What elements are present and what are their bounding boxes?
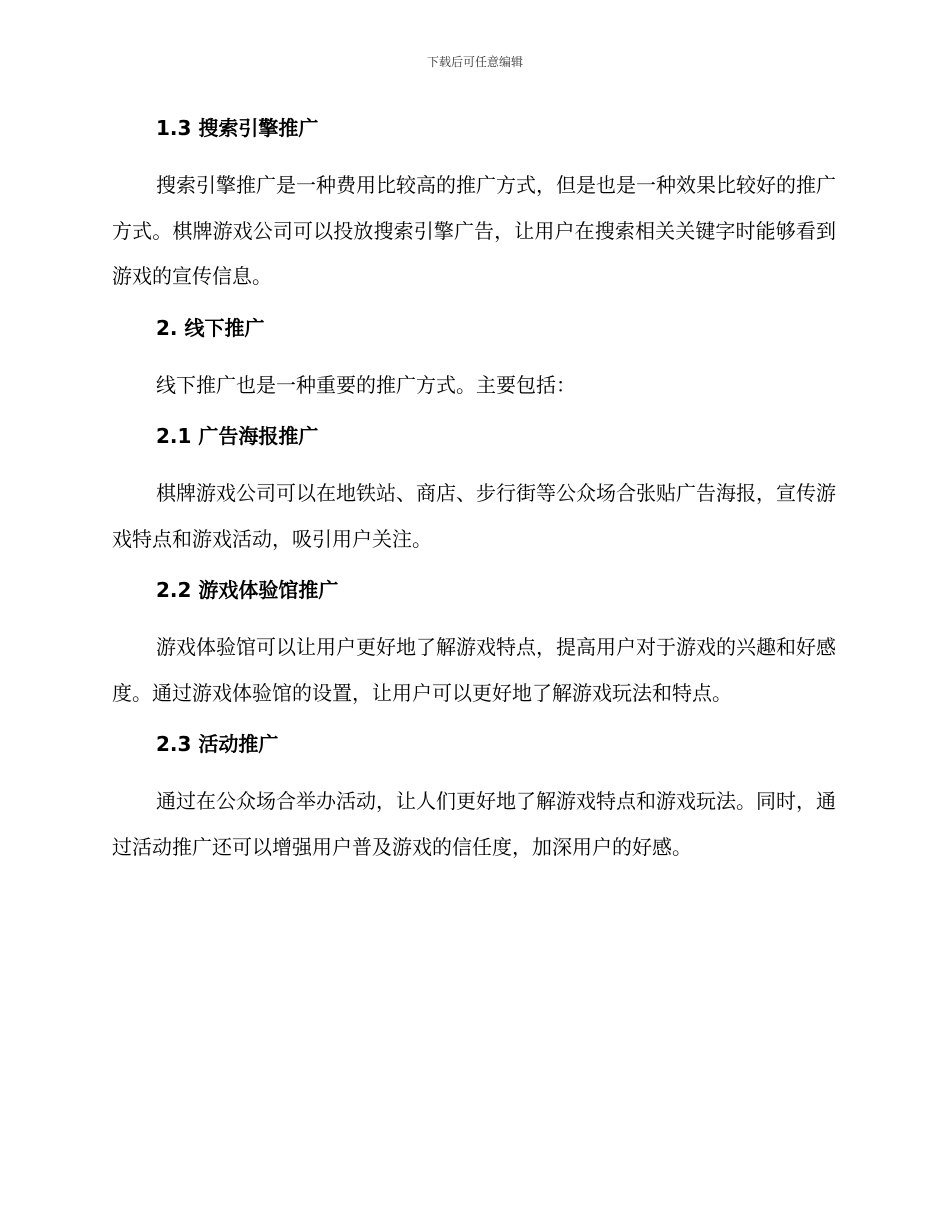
- section-heading-2-3: 2.3 活动推广: [156, 732, 279, 756]
- section-heading-2-2: 2.2 游戏体验馆推广: [156, 578, 339, 602]
- section-heading-2-1: 2.1 广告海报推广: [156, 424, 319, 448]
- section-heading-1-3: 1.3 搜索引擎推广: [156, 116, 319, 140]
- section-paragraph-2-2: 游戏体验馆可以让用户更好地了解游戏特点，提高用户对于游戏的兴趣和好感度。通过游戏体验馆的设置，让用户可以更好地了解游戏玩法和特点。: [112, 635, 836, 705]
- document-body: [112, 112, 836, 870]
- section-paragraph-2-1: 棋牌游戏公司可以在地铁站、商店、步行街等公众场合张贴广告海报，宣传游戏特点和游戏活动，吸引用户关注。: [112, 481, 836, 551]
- section-heading-2: 2. 线下推广: [156, 315, 265, 340]
- section-paragraph-2: 线下推广也是一种重要的推广方式。主要包括：: [156, 372, 576, 397]
- section-paragraph-2-3: 通过在公众场合举办活动，让人们更好地了解游戏特点和游戏玩法。同时，通过活动推广还可以增强用户普及游戏的信任度，加深用户的好感。: [112, 789, 836, 859]
- section-paragraph-1-3: 搜索引擎推广是一种费用比较高的推广方式，但是也是一种效果比较好的推广方式。棋牌游戏公司可以投放搜索引擎广告，让用户在搜索相关关键字时能够看到游戏的宣传信息。: [112, 173, 836, 288]
- page-header: 下载后可任意编辑: [426, 55, 523, 69]
